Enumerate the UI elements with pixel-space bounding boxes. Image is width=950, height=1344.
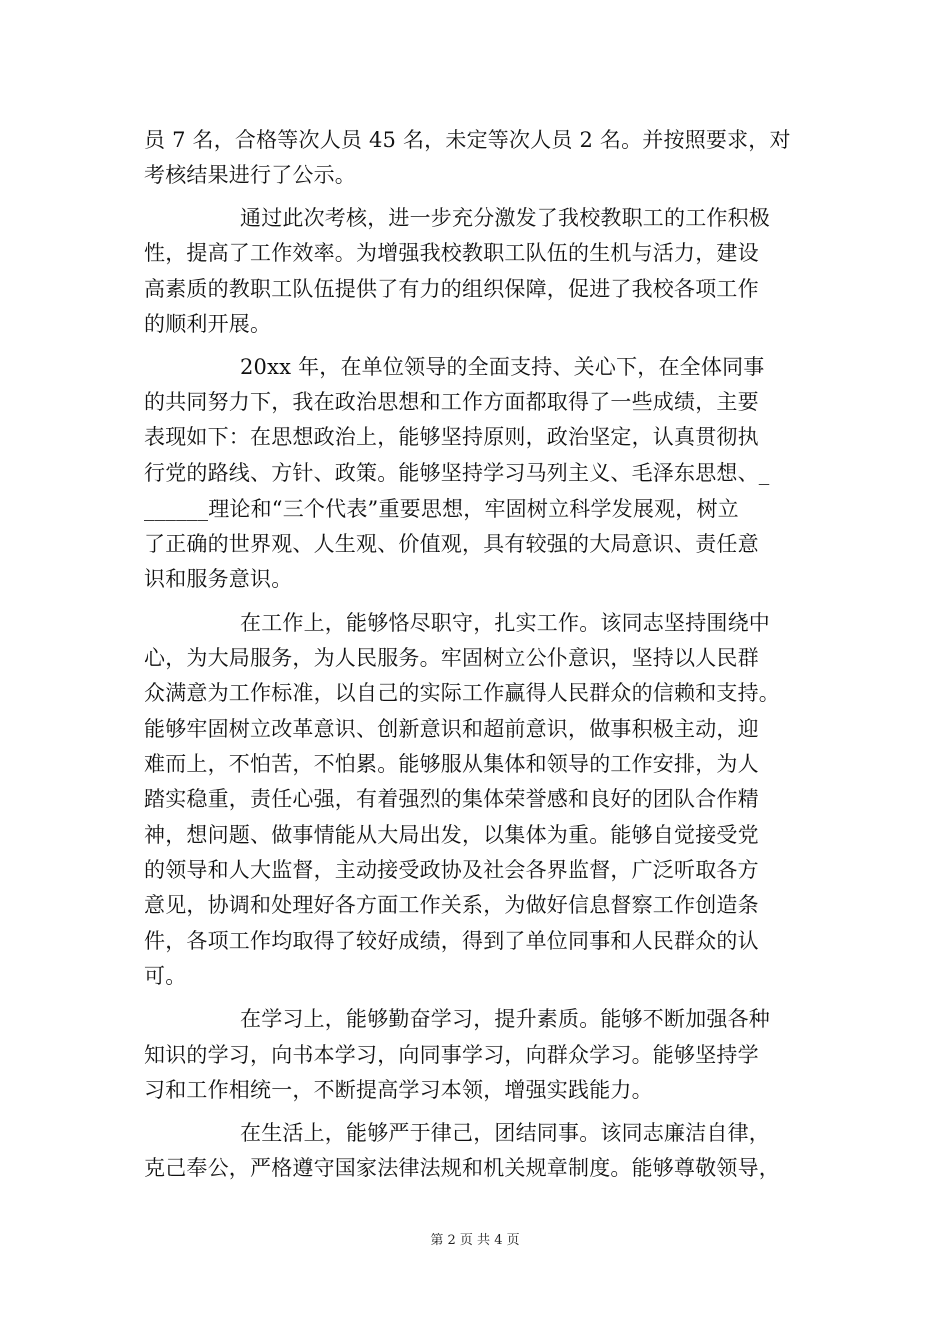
text-line: 行党的路线、方针、政策。能够坚持学习马列主义、毛泽东思想、_: [144, 461, 770, 485]
text-line: 性，提高了工作效率。为增强我校教职工队伍的生机与活力，建设: [144, 241, 759, 265]
text-line: 在学习上，能够勤奋学习，提升素质。能够不断加强各种: [240, 1007, 770, 1031]
text-line: 员 7 名，合格等次人员 45 名，未定等次人员 2 名。并按照要求，对: [144, 128, 791, 152]
text-line: 神，想问题、做事情能从大局出发，以集体为重。能够自觉接受党: [144, 823, 759, 847]
text-line: ______理论和“三个代表”重要思想，牢固树立科学发展观，树立: [144, 497, 739, 521]
text-line: 表现如下：在思想政治上，能够坚持原则，政治坚定，认真贯彻执: [144, 425, 759, 449]
text-line: 可。: [144, 964, 187, 988]
text-line: 件，各项工作均取得了较好成绩，得到了单位同事和人民群众的认: [144, 929, 759, 953]
text-line: 知识的学习，向书本学习，向同事学习，向群众学习。能够坚持学: [144, 1043, 759, 1067]
text-line: 的领导和人大监督，主动接受政协及社会各界监督，广泛听取各方: [144, 858, 759, 882]
text-line: 考核结果进行了公示。: [144, 163, 356, 187]
text-line: 克己奉公，严格遵守国家法律法规和机关规章制度。能够尊敬领导，: [144, 1156, 780, 1180]
text-line: 难而上，不怕苦，不怕累。能够服从集体和领导的工作安排，为人: [144, 752, 759, 776]
text-line: 高素质的教职工队伍提供了有力的组织保障，促进了我校各项工作: [144, 277, 759, 301]
text-line: 识和服务意识。: [144, 567, 293, 591]
text-line: 通过此次考核，进一步充分激发了我校教职工的工作积极: [240, 206, 770, 230]
text-line: 的顺利开展。: [144, 312, 272, 336]
text-line: 了正确的世界观、人生观、价值观，具有较强的大局意识、责任意: [144, 532, 759, 556]
text-line: 的共同努力下，我在政治思想和工作方面都取得了一些成绩，主要: [144, 390, 759, 414]
text-line: 20xx 年，在单位领导的全面支持、关心下，在全体同事: [240, 355, 765, 379]
page-footer: 第 2 页 共 4 页: [430, 1233, 520, 1248]
text-line: 众满意为工作标准，以自己的实际工作赢得人民群众的信赖和支持。: [144, 681, 780, 705]
text-line: 意见，协调和处理好各方面工作关系，为做好信息督察工作创造条: [144, 893, 759, 917]
text-line: 在生活上，能够严于律己，团结同事。该同志廉洁自律，: [240, 1121, 770, 1145]
text-line: 在工作上，能够恪尽职守，扎实工作。该同志坚持围绕中: [240, 611, 770, 635]
text-line: 能够牢固树立改革意识、创新意识和超前意识，做事积极主动，迎: [144, 717, 759, 741]
text-line: 心，为大局服务，为人民服务。牢固树立公仆意识，坚持以人民群: [144, 646, 759, 670]
text-line: 习和工作相统一，不断提高学习本领，增强实践能力。: [144, 1078, 653, 1102]
text-line: 踏实稳重，责任心强，有着强烈的集体荣誉感和良好的团队合作精: [144, 787, 759, 811]
